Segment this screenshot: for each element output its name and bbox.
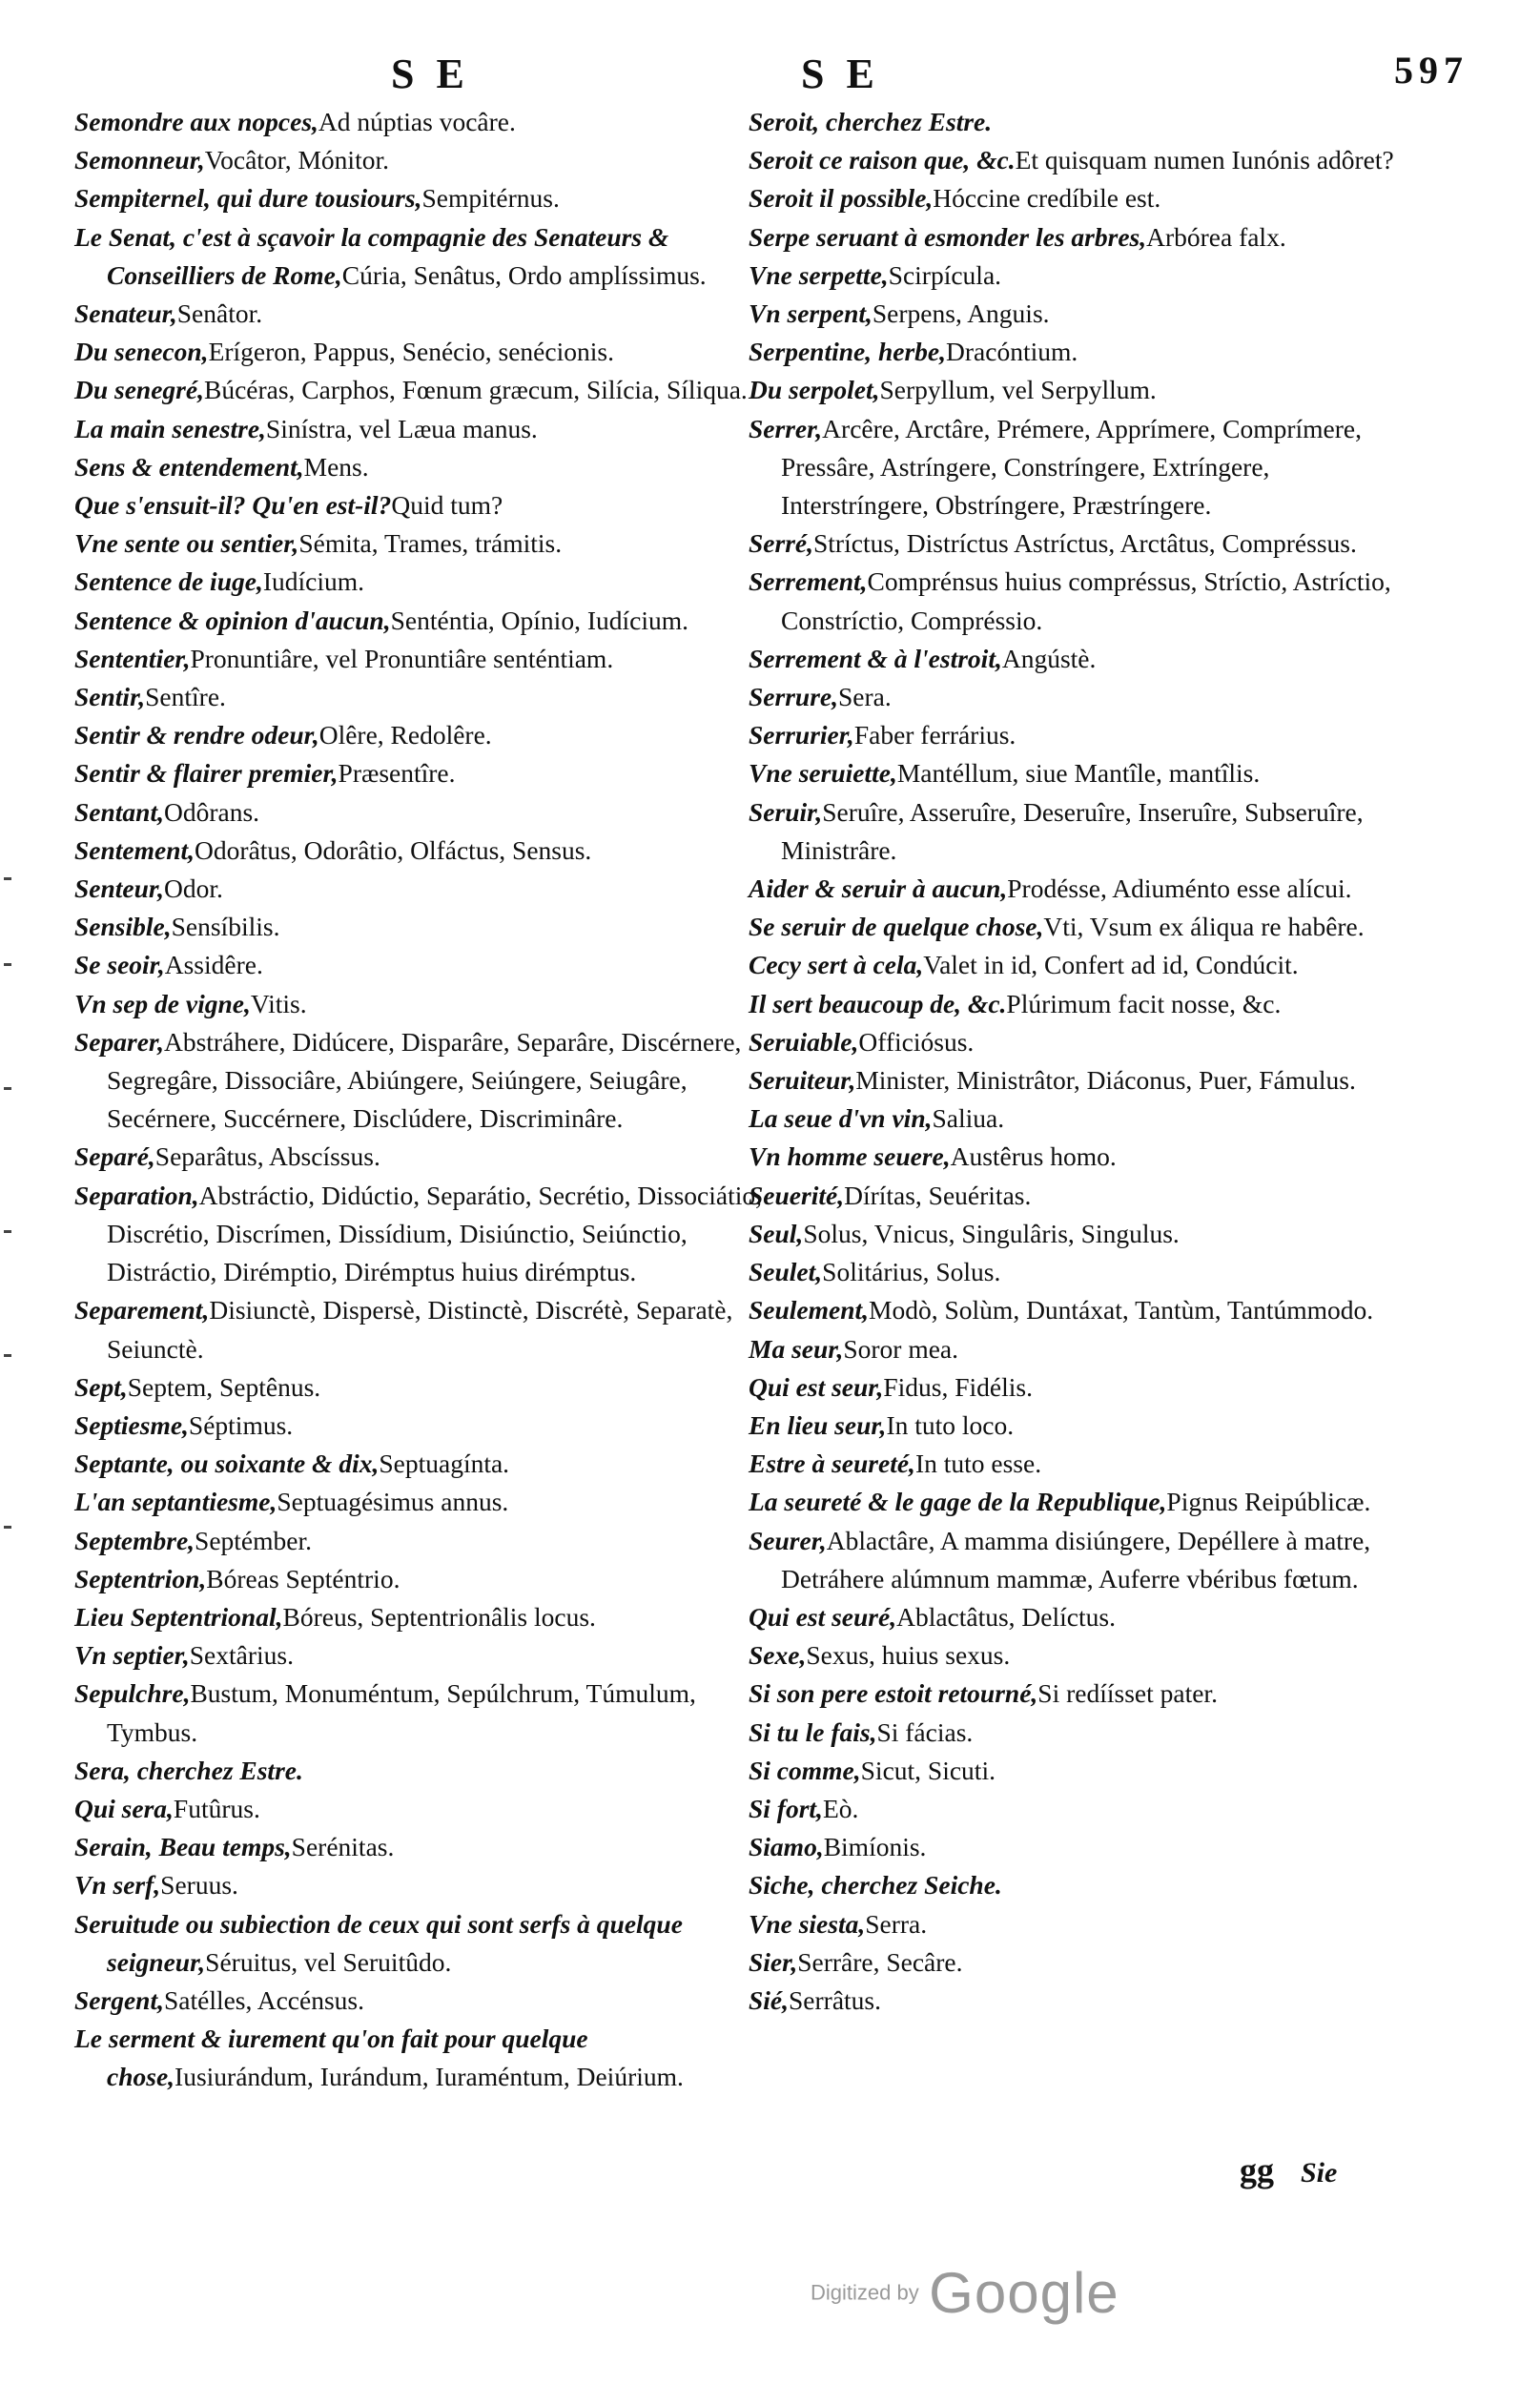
- digitized-watermark: [811, 2260, 1119, 2326]
- latin-translation: Odorâtus, Odorâtio, Olfáctus, Sensus.: [195, 834, 592, 865]
- dictionary-entry: [749, 524, 1411, 563]
- headword: Vn serf,: [74, 1870, 161, 1901]
- headword: Qui est seur,: [749, 1371, 884, 1402]
- headword: Sexe,: [749, 1640, 807, 1671]
- headword: Sensible,: [74, 912, 172, 942]
- headword: Lieu Septentrional,: [74, 1601, 283, 1632]
- latin-translation: Et quisquam numen Iunónis adôret?: [1015, 145, 1394, 175]
- headword: Serpe seruant à esmonder les arbres,: [749, 221, 1147, 252]
- headword: La main senestre,: [74, 413, 266, 443]
- latin-translation: Valet in id, Confert ad id, Condúcit.: [923, 950, 1299, 980]
- headword: Separer,: [74, 1026, 164, 1057]
- dictionary-entry: [749, 1598, 1411, 1636]
- latin-translation: Sextârius.: [189, 1640, 294, 1671]
- headword: Du senegré,: [74, 375, 204, 405]
- headword: Vne siesta,: [749, 1908, 866, 1939]
- dictionary-entry: [749, 295, 1411, 333]
- dictionary-entry: [74, 371, 780, 409]
- headword: Sententier,: [74, 643, 191, 673]
- latin-translation: Sicut, Sicuti.: [860, 1755, 996, 1785]
- dictionary-entry: [749, 371, 1411, 409]
- headword: Seulement,: [749, 1295, 870, 1326]
- headword: Serpentine, herbe,: [749, 337, 947, 367]
- dictionary-entry: [749, 870, 1411, 908]
- latin-translation: Assidêre.: [164, 950, 263, 980]
- latin-translation: Præsentîre.: [338, 758, 456, 789]
- headword: Serrement,: [749, 566, 868, 597]
- latin-translation: Bóreas Septéntrio.: [206, 1563, 400, 1593]
- latin-translation: Separâtus, Abscíssus.: [154, 1141, 380, 1172]
- dictionary-entry: [74, 1598, 780, 1636]
- latin-translation: Abstráhere, Didúcere, Disparâre, Separâre, Discérnere, Segregâre, Dissociâre, Abiúngere, Seiúngere, Seiugâre, Secérnere, Succérnere, Disclúdere, Discriminâre.: [107, 1026, 742, 1134]
- dictionary-entry: [749, 410, 1411, 525]
- dictionary-entry: [74, 1828, 780, 1866]
- latin-translation: Sexus, huius sexus.: [806, 1640, 1011, 1671]
- dictionary-entry: [749, 1330, 1411, 1368]
- latin-translation: Plúrimum facit nosse, &c.: [1006, 988, 1282, 1018]
- headword: Cecy sert à cela,: [749, 950, 924, 980]
- header-left: S E: [391, 51, 470, 97]
- latin-translation: Prodésse, Adiuménto esse alícui.: [1007, 873, 1352, 904]
- dictionary-entry: [749, 179, 1411, 217]
- dictionary-entry: [74, 448, 780, 486]
- dictionary-entry: [74, 1905, 780, 1982]
- headword: Vn sep de vigne,: [74, 988, 251, 1018]
- latin-translation: Soror mea.: [843, 1333, 959, 1364]
- headword: Sept,: [74, 1371, 128, 1402]
- dictionary-entry: [749, 1368, 1411, 1407]
- dictionary-entry: [749, 1790, 1411, 1828]
- headword: Sié,: [749, 1984, 790, 2015]
- headword: Seroit ce raison que, &c.: [749, 145, 1016, 175]
- latin-translation: Sinístra, vel Læua manus.: [265, 413, 538, 443]
- dictionary-entry: [749, 1445, 1411, 1483]
- headword: Serré,: [749, 528, 813, 559]
- headword: Seuerité,: [749, 1180, 845, 1210]
- headword: Que s'ensuit-il? Qu'en est-il?: [74, 490, 392, 521]
- latin-translation: Comprénsus huius compréssus, Stríctio, Astríctio, Constríctio, Compréssio.: [781, 566, 1391, 635]
- dictionary-entry: [749, 1215, 1411, 1253]
- headword: Du senecon,: [74, 337, 209, 367]
- latin-translation: Septuagínta.: [379, 1449, 510, 1479]
- headword: La seue d'vn vin,: [749, 1103, 933, 1134]
- dictionary-entry: [749, 1714, 1411, 1752]
- dictionary-entry: [74, 103, 780, 141]
- latin-translation: Senâtor.: [176, 298, 263, 329]
- headword: Septiesme,: [74, 1409, 189, 1440]
- latin-translation: Disiunctè, Dispersè, Distinctè, Discrétè, Separatè, Seiunctè.: [107, 1295, 733, 1364]
- dictionary-entry: [74, 486, 780, 524]
- signature-mark: [1240, 2150, 1337, 2190]
- dictionary-entry: [749, 946, 1411, 984]
- dictionary-entry: [749, 1982, 1411, 2020]
- headword: Septembre,: [74, 1525, 195, 1555]
- headword: Septante, ou soixante & dix,: [74, 1449, 380, 1479]
- latin-translation: Fidus, Fidélis.: [883, 1371, 1033, 1402]
- headword: Qui est seuré,: [749, 1601, 897, 1632]
- headword: Seruitude ou subiection de ceux qui sont serfs à quelque seigneur,: [74, 1908, 683, 1977]
- dictionary-entry: [749, 908, 1411, 946]
- latin-translation: Búcéras, Carphos, Fœnum græcum, Silícia, Síliqua.: [203, 375, 748, 405]
- headword: Le serment & iurement qu'on fait pour quelque chose,: [74, 2024, 588, 2092]
- headword: Sentement,: [74, 834, 195, 865]
- dictionary-entry: [74, 1023, 780, 1139]
- dictionary-entry: [74, 524, 780, 563]
- latin-translation: Si fácias.: [876, 1716, 974, 1747]
- dictionary-entry: [749, 1483, 1411, 1521]
- headword: Seruiable,: [749, 1026, 859, 1057]
- headword: Senateur,: [74, 298, 177, 329]
- latin-translation: Dracóntium.: [946, 337, 1078, 367]
- headword: Du serpolet,: [749, 375, 880, 405]
- headword: Serain, Beau temps,: [74, 1832, 292, 1862]
- latin-translation: Si redíísset pater.: [1037, 1678, 1218, 1709]
- headword: Septentrion,: [74, 1563, 207, 1593]
- dictionary-entry: [74, 1790, 780, 1828]
- latin-translation: Septuagésimus annus.: [277, 1487, 509, 1517]
- headword: Seulet,: [749, 1257, 823, 1287]
- headword: Il sert beaucoup de, &c.: [749, 988, 1007, 1018]
- headword: Seroit, cherchez Estre.: [749, 107, 993, 136]
- headword: En lieu seur,: [749, 1409, 887, 1440]
- headword: Vne sente ou sentier,: [74, 528, 299, 559]
- latin-translation: In tuto esse.: [914, 1449, 1042, 1479]
- page-number: 597: [1394, 49, 1468, 92]
- latin-translation: Quid tum?: [391, 490, 503, 521]
- dictionary-entry: [749, 678, 1411, 716]
- dictionary-entry: [74, 563, 780, 601]
- headword: Sentir & flairer premier,: [74, 758, 339, 789]
- dictionary-entry: [74, 1752, 780, 1790]
- latin-translation: Cúria, Senâtus, Ordo amplíssimus.: [341, 259, 707, 290]
- dictionary-entry: [74, 1866, 780, 1904]
- dictionary-entry: [74, 946, 780, 984]
- latin-translation: Saliua.: [932, 1103, 1005, 1134]
- latin-translation: Senténtia, Opínio, Iudícium.: [390, 605, 688, 635]
- dictionary-entry: [74, 716, 780, 754]
- headword: Sier,: [749, 1946, 798, 1977]
- latin-translation: Séptimus.: [188, 1409, 294, 1440]
- latin-translation: Serrâtus.: [789, 1984, 882, 2015]
- latin-translation: Dírítas, Seuéritas.: [844, 1180, 1032, 1210]
- latin-translation: Stríctus, Distríctus Astríctus, Arctâtus, Compréssus.: [813, 528, 1357, 559]
- headword: Separation,: [74, 1180, 199, 1210]
- headword: Semonneur,: [74, 145, 205, 175]
- headword: Se seoir,: [74, 950, 165, 980]
- dictionary-entry: [749, 333, 1411, 371]
- headword: Sentence de iuge,: [74, 566, 263, 597]
- dictionary-entry: [74, 985, 780, 1023]
- latin-translation: Ablactâre, A mamma disiúngere, Depéllere à matre, Detráhere alúmnum mammæ, Auferre vbéribus fœtum.: [781, 1525, 1371, 1593]
- dictionary-entry: [74, 793, 780, 832]
- latin-translation: Iudícium.: [262, 566, 364, 597]
- dictionary-entry: [74, 1291, 780, 1367]
- headword: Vn homme seuere,: [749, 1141, 951, 1172]
- latin-translation: Solus, Vnicus, Singulâris, Singulus.: [803, 1218, 1180, 1248]
- dictionary-entry: [74, 754, 780, 792]
- headword: Si son pere estoit retourné,: [749, 1678, 1038, 1709]
- dictionary-entry: [749, 1177, 1411, 1215]
- headword: Seurer,: [749, 1525, 827, 1555]
- dictionary-entry: [74, 1177, 780, 1292]
- headword: La seureté & le gage de la Republique,: [749, 1487, 1167, 1517]
- google-logo: Google: [929, 2261, 1119, 2325]
- dictionary-entry: [749, 1675, 1411, 1713]
- dictionary-entry: [74, 870, 780, 908]
- headword: Siamo,: [749, 1832, 824, 1862]
- dictionary-entry: [74, 218, 780, 295]
- latin-translation: Eò.: [822, 1793, 859, 1823]
- headword: Sera, cherchez Estre.: [74, 1755, 303, 1785]
- latin-translation: Serénitas.: [291, 1832, 395, 1862]
- digitized-by-text: Digitized by: [811, 2280, 919, 2305]
- headword: Serrer,: [749, 413, 823, 443]
- dictionary-entry: [749, 716, 1411, 754]
- latin-translation: Faber ferrárius.: [853, 720, 1016, 750]
- headword: Seul,: [749, 1218, 804, 1248]
- catchword: Sie: [1301, 2157, 1338, 2189]
- latin-translation: Bustum, Monuméntum, Sepúlchrum, Túmulum, Tymbus.: [107, 1678, 696, 1747]
- dictionary-entry: [74, 295, 780, 333]
- latin-translation: Angústè.: [1001, 643, 1097, 673]
- dictionary-entry: [749, 754, 1411, 792]
- headword: Vne seruiette,: [749, 758, 897, 789]
- dictionary-entry: [749, 103, 1411, 141]
- dictionary-entry: [749, 1828, 1411, 1866]
- dictionary-entry: [749, 1061, 1411, 1100]
- dictionary-entry: [74, 179, 780, 217]
- latin-translation: Séruitus, vel Seruitûdo.: [205, 1946, 452, 1977]
- latin-translation: Pignus Reipúblicæ.: [1166, 1487, 1371, 1517]
- dictionary-entry: [749, 1636, 1411, 1675]
- latin-translation: Serpyllum, vel Serpyllum.: [879, 375, 1157, 405]
- dictionary-entry: [74, 2020, 780, 2096]
- header-right: S E: [801, 51, 880, 97]
- latin-translation: Vti, Vsum ex áliqua re habêre.: [1043, 912, 1365, 942]
- latin-translation: Sentîre.: [145, 682, 226, 712]
- headword: Serrure,: [749, 682, 838, 712]
- latin-translation: Scirpícula.: [888, 259, 1002, 290]
- latin-translation: Vitis.: [250, 988, 307, 1018]
- dictionary-entry: [749, 1023, 1411, 1061]
- dictionary-entry: [74, 333, 780, 371]
- latin-translation: Modò, Solùm, Duntáxat, Tantùm, Tantúmmodo.: [869, 1295, 1374, 1326]
- latin-translation: Abstráctio, Didúctio, Separátio, Secrétio, Dissociátio, Discrétio, Discrímen, Dissídium, Disiúnctio, Seiúnctio, Distráctio, Dirémptio, Dirémptus huius dirémptus.: [107, 1180, 763, 1287]
- dictionary-entry: [749, 1752, 1411, 1790]
- dictionary-entry: [749, 563, 1411, 639]
- latin-translation: Arbórea falx.: [1146, 221, 1286, 252]
- headword: Vne serpette,: [749, 259, 889, 290]
- dictionary-entry: [74, 1368, 780, 1407]
- headword: Se seruir de quelque chose,: [749, 912, 1044, 942]
- latin-translation: Erígeron, Pappus, Senécio, senécionis.: [208, 337, 614, 367]
- latin-translation: Futûrus.: [173, 1793, 260, 1823]
- dictionary-entry: [749, 1407, 1411, 1445]
- latin-translation: Hóccine credíbile est.: [933, 183, 1161, 214]
- headword: Serrement & à l'estroit,: [749, 643, 1002, 673]
- headword: Si fort,: [749, 1793, 823, 1823]
- latin-translation: Mens.: [303, 451, 369, 482]
- dictionary-entry: [74, 1636, 780, 1675]
- dictionary-entry: [749, 257, 1411, 295]
- headword: Sentir & rendre odeur,: [74, 720, 319, 750]
- latin-translation: Ablactâtus, Delíctus.: [896, 1601, 1116, 1632]
- dictionary-entry: [74, 908, 780, 946]
- dictionary-entry: [749, 141, 1411, 179]
- headword: Separement,: [74, 1295, 210, 1326]
- latin-translation: Septémber.: [195, 1525, 312, 1555]
- latin-translation: Serrâre, Secâre.: [797, 1946, 963, 1977]
- latin-translation: Seruîre, Asseruîre, Deseruîre, Inseruîre, Subseruîre, Ministrâre.: [781, 796, 1364, 865]
- latin-translation: Mantéllum, siue Mantîle, mantîlis.: [896, 758, 1261, 789]
- headword: Senteur,: [74, 873, 164, 904]
- latin-translation: Ad núptias vocâre.: [318, 107, 516, 136]
- latin-translation: Pronuntiâre, vel Pronuntiâre senténtiam.: [190, 643, 614, 673]
- dictionary-entry: [749, 1100, 1411, 1138]
- dictionary-entry: [749, 1866, 1411, 1904]
- headword: Sentant,: [74, 796, 164, 827]
- dictionary-entry: [74, 1483, 780, 1521]
- headword: Serrurier,: [749, 720, 854, 750]
- headword: Sens & entendement,: [74, 451, 304, 482]
- dictionary-entry: [749, 1905, 1411, 1943]
- dictionary-entry: [74, 1407, 780, 1445]
- headword: Seroit il possible,: [749, 183, 934, 214]
- headword: Vn serpent,: [749, 298, 873, 329]
- dictionary-entry: [74, 1982, 780, 2020]
- headword: Le Senat, c'est à sçavoir la compagnie des Senateurs & Conseilliers de Rome,: [74, 221, 669, 290]
- latin-translation: Olêre, Redolêre.: [318, 720, 492, 750]
- dictionary-entry: [74, 602, 780, 640]
- latin-translation: Bimíonis.: [823, 1832, 927, 1862]
- headword: Ma seur,: [749, 1333, 844, 1364]
- latin-translation: Arcêre, Arctâre, Prémere, Apprímere, Comprímere, Pressâre, Astríngere, Constríngere, Extríngere, Interstríngere, Obstríngere, Præstríngere.: [781, 413, 1362, 521]
- dictionary-entry: [749, 1943, 1411, 1982]
- latin-translation: In tuto loco.: [886, 1409, 1015, 1440]
- latin-translation: Odor.: [164, 873, 223, 904]
- headword: Aider & seruir à aucun,: [749, 873, 1008, 904]
- left-column: [74, 103, 780, 2097]
- headword: Siche, cherchez Seiche.: [749, 1870, 1002, 1901]
- latin-translation: Sémita, Trames, trámitis.: [298, 528, 563, 559]
- latin-translation: Austêrus homo.: [950, 1141, 1117, 1172]
- dictionary-entry: [74, 1522, 780, 1560]
- headword: Si tu le fais,: [749, 1716, 877, 1747]
- latin-translation: Solitárius, Solus.: [822, 1257, 1001, 1287]
- signature: gg: [1240, 2151, 1274, 2189]
- headword: Seruiteur,: [749, 1065, 856, 1096]
- dictionary-entry: [749, 793, 1411, 870]
- latin-translation: Seruus.: [160, 1870, 238, 1901]
- latin-translation: Sensíbilis.: [171, 912, 280, 942]
- latin-translation: Odôrans.: [164, 796, 260, 827]
- headword: Sergent,: [74, 1984, 164, 2015]
- dictionary-entry: [74, 832, 780, 870]
- headword: Sentence & opinion d'aucun,: [74, 605, 391, 635]
- dictionary-entry: [749, 1522, 1411, 1598]
- headword: L'an septantiesme,: [74, 1487, 277, 1517]
- binding-margin: [0, 858, 19, 1716]
- headword: Sempiternel, qui dure tousiours,: [74, 183, 422, 214]
- latin-translation: Sera.: [837, 682, 892, 712]
- latin-translation: Serra.: [865, 1908, 928, 1939]
- latin-translation: Minister, Ministrâtor, Diáconus, Puer, Fámulus.: [855, 1065, 1356, 1096]
- dictionary-entry: [74, 141, 780, 179]
- latin-translation: Vocâtor, Mónitor.: [204, 145, 389, 175]
- headword: Estre à seureté,: [749, 1449, 915, 1479]
- latin-translation: Sempitérnus.: [421, 183, 560, 214]
- latin-translation: Iusiurándum, Iurándum, Iuraméntum, Deiúrium.: [175, 2062, 684, 2092]
- dictionary-entry: [749, 1291, 1411, 1329]
- latin-translation: Septem, Septênus.: [127, 1371, 321, 1402]
- headword: Semondre aux nopces,: [74, 107, 318, 136]
- dictionary-entry: [749, 985, 1411, 1023]
- right-column: [749, 103, 1411, 2020]
- running-header: [381, 49, 1468, 97]
- latin-translation: Serpens, Anguis.: [872, 298, 1050, 329]
- headword: Seruir,: [749, 796, 823, 827]
- dictionary-entry: [74, 1445, 780, 1483]
- dictionary-entry: [74, 1560, 780, 1598]
- dictionary-entry: [749, 218, 1411, 257]
- headword: Sentir,: [74, 682, 146, 712]
- headword: Qui sera,: [74, 1793, 174, 1823]
- dictionary-entry: [749, 1253, 1411, 1291]
- dictionary-entry: [74, 1675, 780, 1751]
- dictionary-entry: [74, 410, 780, 448]
- dictionary-entry: [74, 640, 780, 678]
- dictionary-entry: [74, 1138, 780, 1176]
- dictionary-entry: [749, 1138, 1411, 1176]
- headword: Sepulchre,: [74, 1678, 191, 1709]
- headword: Si comme,: [749, 1755, 861, 1785]
- dictionary-entry: [749, 640, 1411, 678]
- latin-translation: Satélles, Accénsus.: [163, 1984, 364, 2015]
- latin-translation: Officiósus.: [858, 1026, 975, 1057]
- latin-translation: Bóreus, Septentrionâlis locus.: [282, 1601, 596, 1632]
- headword: Vn septier,: [74, 1640, 190, 1671]
- headword: Separé,: [74, 1141, 155, 1172]
- dictionary-entry: [74, 678, 780, 716]
